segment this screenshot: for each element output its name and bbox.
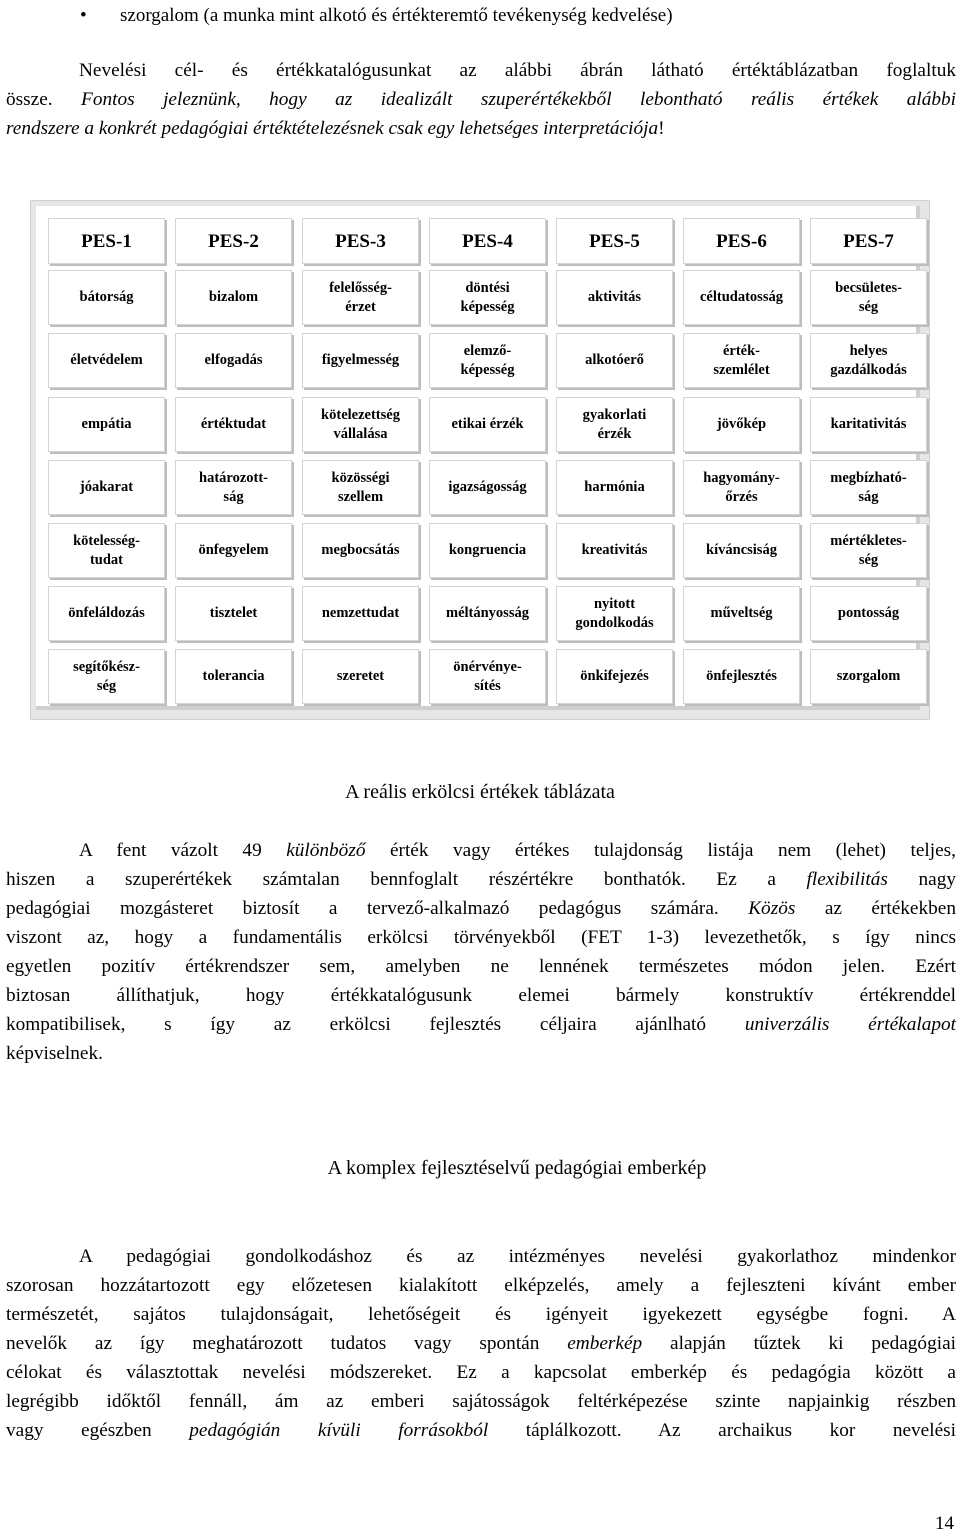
body-paragraph <box>6 836 956 1068</box>
table-header-cell: PES-3 <box>302 218 419 264</box>
table-cell: önfejlesztés <box>683 649 800 704</box>
table-cell: önfegyelem <box>175 523 292 578</box>
paragraph-line: A pedagógiai gondolkodáshoz és az intézményes nevelési gyakorlathoz mindenkor <box>79 1246 956 1267</box>
table-cell: önérvénye- sítés <box>429 649 546 704</box>
paragraph-line: A fent vázolt 49 különböző érték vagy értékes tulajdonság listája nem (lehet) teljes, <box>79 840 956 861</box>
intro-paragraph <box>6 56 956 143</box>
table-cell: életvédelem <box>48 333 165 388</box>
table-cell: segítőkész- ség <box>48 649 165 704</box>
table-cell: aktivitás <box>556 270 673 325</box>
table-cell: becsületes- ség <box>810 270 927 325</box>
table-header-cell: PES-7 <box>810 218 927 264</box>
table-cell: kongruencia <box>429 523 546 578</box>
table-header-cell: PES-5 <box>556 218 673 264</box>
paragraph-line: nevelők az így meghatározott tudatos vagy spontán emberkép alapján tűztek ki pedagógiai <box>6 1333 956 1354</box>
values-table-body <box>36 206 920 710</box>
paragraph-line: kompatibilisek, s így az erkölcsi fejlesztés céljaira ajánlható univerzális értékalapot <box>6 1014 956 1035</box>
table-cell: karitativitás <box>810 397 927 452</box>
table-header-cell: PES-2 <box>175 218 292 264</box>
paragraph-line: hiszen a szuperértékek számtalan bennfoglalt részértékre bonthatók. Ez a flexibilitás nagy <box>6 869 956 890</box>
table-cell: bátorság <box>48 270 165 325</box>
table-cell: kíváncsiság <box>683 523 800 578</box>
table-cell: elemző- képesség <box>429 333 546 388</box>
table-cell: felelősség- érzet <box>302 270 419 325</box>
values-table <box>30 200 930 720</box>
table-cell: helyes gazdálkodás <box>810 333 927 388</box>
bullet-icon: • <box>80 5 87 26</box>
paragraph-line: legrégibb időktől fennáll, ám az emberi sajátosságok feltérképezése szinte napjainkig részben <box>6 1391 956 1412</box>
paragraph-line: képviselnek. <box>6 1043 103 1064</box>
table-cell: pontosság <box>810 586 927 641</box>
table-cell: jóakarat <box>48 460 165 515</box>
table-cell: műveltség <box>683 586 800 641</box>
paragraph-line: egyetlen pozitív értékrendszer sem, amelyben ne lennének természetes módon jelen. Ezért <box>6 956 956 977</box>
table-cell: közösségi szellem <box>302 460 419 515</box>
table-cell: szorgalom <box>810 649 927 704</box>
page-number: 14 <box>935 1513 954 1534</box>
table-cell: értéktudat <box>175 397 292 452</box>
paragraph-line: célokat és választottak nevelési módszereket. Ez a kapcsolat emberkép és pedagógia között a <box>6 1362 956 1383</box>
table-cell: érték- szemlélet <box>683 333 800 388</box>
table-cell: jövőkép <box>683 397 800 452</box>
table-cell: kötelesség- tudat <box>48 523 165 578</box>
table-cell: méltányosság <box>429 586 546 641</box>
table-cell: nemzettudat <box>302 586 419 641</box>
table-cell: harmónia <box>556 460 673 515</box>
table-cell: tisztelet <box>175 586 292 641</box>
table-cell: céltudatosság <box>683 270 800 325</box>
table-caption: A reális erkölcsi értékek táblázata <box>345 781 615 803</box>
body-paragraph <box>6 1242 956 1445</box>
table-cell: bizalom <box>175 270 292 325</box>
table-cell: hagyomány- őrzés <box>683 460 800 515</box>
intro-line: össze. Fontos jeleznünk, hogy az idealizált szuperértékekből lebontható reális értékek alábbi <box>6 89 956 110</box>
table-cell: alkotóerő <box>556 333 673 388</box>
table-cell: kötelezettség vállalása <box>302 397 419 452</box>
paragraph-line: természetét, sajátos tulajdonságait, lehetőségeit és igényeit igyekezett egységbe fogni. A <box>6 1304 956 1325</box>
table-header-cell: PES-1 <box>48 218 165 264</box>
table-cell: gyakorlati érzék <box>556 397 673 452</box>
table-cell: megbocsátás <box>302 523 419 578</box>
table-cell: önfeláldozás <box>48 586 165 641</box>
table-cell: megbízható- ság <box>810 460 927 515</box>
table-cell: önkifejezés <box>556 649 673 704</box>
intro-line: Nevelési cél- és értékkatalógusunkat az alábbi ábrán látható értéktáblázatban foglaltuk <box>79 60 956 81</box>
table-cell: határozott- ság <box>175 460 292 515</box>
bullet-text: szorgalom (a munka mint alkotó és értékteremtő tevékenység kedvelése) <box>120 5 673 26</box>
table-cell: etikai érzék <box>429 397 546 452</box>
table-cell: nyitott gondolkodás <box>556 586 673 641</box>
paragraph-line: pedagógiai mozgásteret biztosít a tervező-alkalmazó pedagógus számára. Közös az értékekben <box>6 898 956 919</box>
table-cell: kreativitás <box>556 523 673 578</box>
paragraph-line: szorosan hozzátartozott egy előzetesen kialakított elképzelés, amely a fejleszteni kívánt ember <box>6 1275 956 1296</box>
paragraph-line: biztosan állíthatjuk, hogy értékkatalógusunk elemei bármely konstruktív értékrenddel <box>6 985 956 1006</box>
table-cell: tolerancia <box>175 649 292 704</box>
section-heading: A komplex fejlesztéselvű pedagógiai emberkép <box>327 1157 707 1179</box>
table-cell: igazságosság <box>429 460 546 515</box>
table-cell: szeretet <box>302 649 419 704</box>
paragraph-line: viszont az, hogy a fundamentális erkölcsi törvényekből (FET 1-3) levezethetők, s így nincs <box>6 927 956 948</box>
table-cell: elfogadás <box>175 333 292 388</box>
table-header-cell: PES-6 <box>683 218 800 264</box>
table-cell: figyelmesség <box>302 333 419 388</box>
table-cell: empátia <box>48 397 165 452</box>
intro-line: rendszere a konkrét pedagógiai értéktételezésnek csak egy lehetséges interpretációja! <box>6 118 665 139</box>
table-header-cell: PES-4 <box>429 218 546 264</box>
paragraph-line: vagy egészben pedagógián kívüli forrásokból táplálkozott. Az archaikus kor nevelési <box>6 1420 956 1441</box>
table-cell: döntési képesség <box>429 270 546 325</box>
table-cell: mértékletes- ség <box>810 523 927 578</box>
